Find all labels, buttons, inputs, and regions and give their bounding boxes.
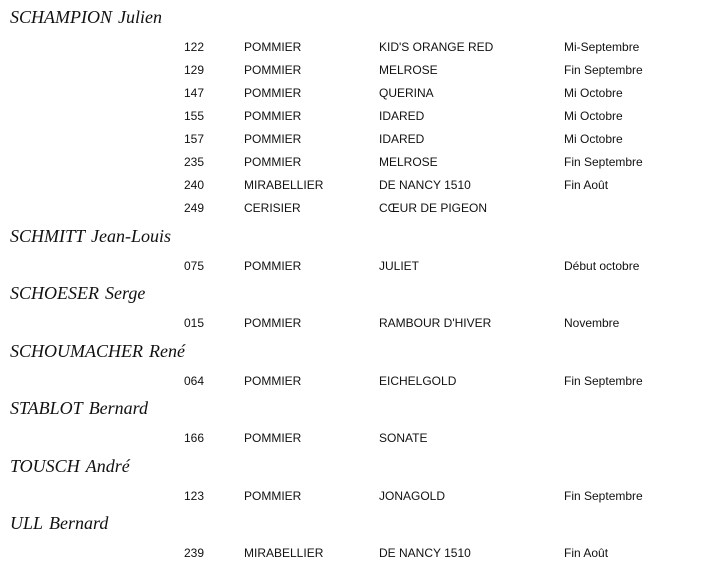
tree-row <box>0 371 715 391</box>
tree-number: 155 <box>184 109 205 123</box>
tree-species: POMMIER <box>244 86 302 100</box>
tree-ripening: Fin Septembre <box>564 63 643 77</box>
tree-number: 239 <box>184 546 205 560</box>
tree-species: POMMIER <box>244 132 302 146</box>
tree-ripening: Mi Octobre <box>564 132 623 146</box>
owner-last-name: ULL <box>10 513 44 533</box>
tree-variety: QUERINA <box>379 86 434 100</box>
tree-variety: MELROSE <box>379 155 438 169</box>
tree-number: 249 <box>184 201 205 215</box>
tree-variety: CŒUR DE PIGEON <box>379 201 488 215</box>
owner-first-name: Julien <box>118 7 162 27</box>
tree-number: 166 <box>184 431 205 445</box>
owner-last-name: SCHAMPION <box>10 7 112 27</box>
tree-ripening: Mi Octobre <box>564 86 623 100</box>
tree-variety: RAMBOUR D'HIVER <box>379 316 492 330</box>
tree-variety: KID'S ORANGE RED <box>379 40 494 54</box>
tree-species: CERISIER <box>244 201 301 215</box>
owner-last-name: STABLOT <box>10 398 83 418</box>
owner-last-name: SCHMITT <box>10 226 86 246</box>
tree-variety: JULIET <box>379 259 420 273</box>
tree-row <box>0 313 715 333</box>
tree-row <box>0 106 715 126</box>
tree-number: 015 <box>184 316 205 330</box>
tree-row <box>0 129 715 149</box>
tree-species: POMMIER <box>244 40 302 54</box>
tree-species: MIRABELLIER <box>244 546 324 560</box>
owner-last-name: TOUSCH <box>10 456 80 476</box>
tree-number: 064 <box>184 374 205 388</box>
tree-row <box>0 486 715 506</box>
owner-heading <box>10 4 162 30</box>
tree-variety: DE NANCY 1510 <box>379 178 471 192</box>
tree-number: 123 <box>184 489 205 503</box>
tree-number: 147 <box>184 86 205 100</box>
owner-heading <box>10 338 185 364</box>
tree-row <box>0 175 715 195</box>
tree-species: POMMIER <box>244 316 302 330</box>
tree-ripening: Fin Septembre <box>564 489 643 503</box>
tree-species: POMMIER <box>244 259 302 273</box>
tree-species: MIRABELLIER <box>244 178 324 192</box>
owner-first-name: Bernard <box>88 398 149 418</box>
owner-first-name: Serge <box>105 283 146 303</box>
tree-row <box>0 37 715 57</box>
tree-variety: IDARED <box>379 109 425 123</box>
tree-variety: JONAGOLD <box>379 489 446 503</box>
tree-row <box>0 60 715 80</box>
owner-heading <box>10 395 148 421</box>
owner-last-name: SCHOUMACHER <box>10 341 143 361</box>
tree-row <box>0 543 715 563</box>
tree-number: 240 <box>184 178 205 192</box>
owner-first-name: René <box>149 341 185 361</box>
tree-number: 157 <box>184 132 205 146</box>
tree-species: POMMIER <box>244 431 302 445</box>
owner-heading <box>10 510 108 536</box>
tree-ripening: Fin Août <box>564 178 609 192</box>
tree-ripening: Novembre <box>564 316 620 330</box>
tree-row <box>0 256 715 276</box>
tree-ripening: Mi-Septembre <box>564 40 640 54</box>
tree-ripening: Fin Septembre <box>564 155 643 169</box>
tree-species: POMMIER <box>244 489 302 503</box>
tree-variety: IDARED <box>379 132 425 146</box>
tree-variety: DE NANCY 1510 <box>379 546 471 560</box>
tree-variety: EICHELGOLD <box>379 374 457 388</box>
tree-number: 129 <box>184 63 205 77</box>
tree-ripening: Début octobre <box>564 259 640 273</box>
tree-variety: MELROSE <box>379 63 438 77</box>
tree-species: POMMIER <box>244 155 302 169</box>
tree-species: POMMIER <box>244 374 302 388</box>
tree-ripening: Mi Octobre <box>564 109 623 123</box>
owner-last-name: SCHOESER <box>10 283 99 303</box>
tree-number: 075 <box>184 259 205 273</box>
tree-row <box>0 152 715 172</box>
tree-species: POMMIER <box>244 109 302 123</box>
tree-species: POMMIER <box>244 63 302 77</box>
owner-first-name: Bernard <box>49 513 109 533</box>
owner-heading <box>10 280 145 306</box>
tree-row <box>0 428 715 448</box>
tree-ripening: Fin Août <box>564 546 609 560</box>
owner-heading <box>10 223 171 249</box>
owner-first-name: André <box>85 456 130 476</box>
tree-number: 122 <box>184 40 205 54</box>
tree-ripening: Fin Septembre <box>564 374 643 388</box>
tree-number: 235 <box>184 155 205 169</box>
tree-variety: SONATE <box>379 431 428 445</box>
owner-first-name: Jean-Louis <box>91 226 172 246</box>
tree-row <box>0 198 715 218</box>
owner-heading <box>10 453 130 479</box>
tree-row <box>0 83 715 103</box>
